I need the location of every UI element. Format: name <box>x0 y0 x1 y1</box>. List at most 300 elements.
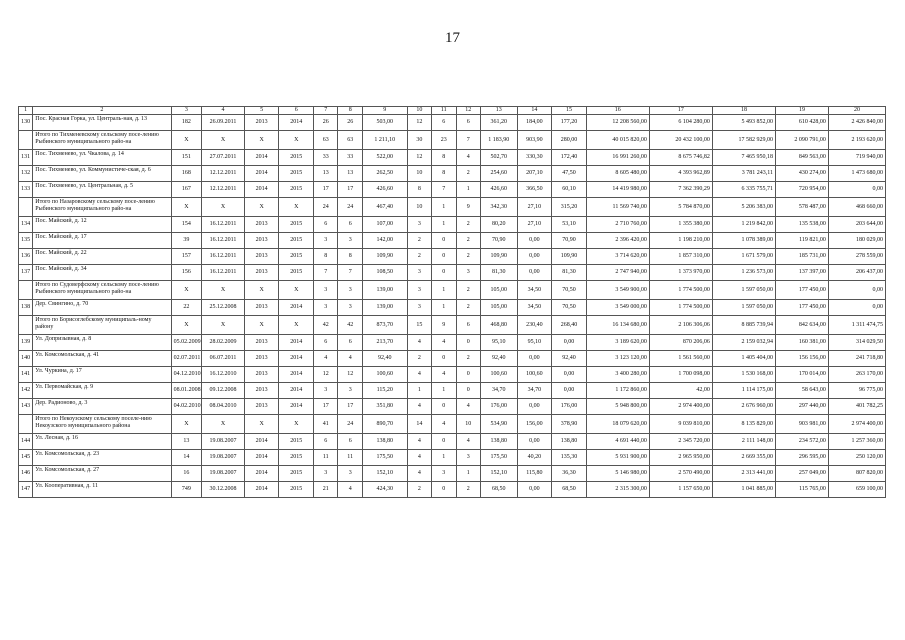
row-number-cell: 133 <box>19 182 33 198</box>
row-number-cell: 146 <box>19 466 33 482</box>
value-cell: 19.08.2007 <box>202 466 245 482</box>
value-cell: 2 426 840,00 <box>828 115 885 131</box>
table-row <box>19 182 886 198</box>
row-number-cell: 142 <box>19 383 33 399</box>
value-cell: 241 718,80 <box>828 351 885 367</box>
value-cell: 719 940,00 <box>828 150 885 166</box>
value-cell: 16.12.2011 <box>202 249 245 265</box>
column-number-cell: 3 <box>171 107 202 115</box>
value-cell: 109,90 <box>552 249 587 265</box>
value-cell: 14 419 980,00 <box>586 182 649 198</box>
value-cell: 33 <box>314 150 338 166</box>
value-cell: 1 041 885,00 <box>712 482 775 498</box>
value-cell: 115 765,00 <box>775 482 828 498</box>
value-cell: 3 714 620,00 <box>586 249 649 265</box>
value-cell: 578 487,00 <box>775 198 828 217</box>
column-number-cell: 7 <box>314 107 338 115</box>
value-cell: 24 <box>338 198 362 217</box>
value-cell: 426,60 <box>362 182 407 198</box>
value-cell: 430 274,00 <box>775 166 828 182</box>
value-cell: 70,50 <box>552 300 587 316</box>
value-cell: 6 <box>314 217 338 233</box>
value-cell: 6 104 280,00 <box>649 115 712 131</box>
value-cell: 33 <box>338 150 362 166</box>
column-number-cell: 14 <box>517 107 552 115</box>
value-cell: 2 710 760,00 <box>586 217 649 233</box>
value-cell: 4 <box>407 450 431 466</box>
value-cell: 16.12.2011 <box>202 265 245 281</box>
value-cell: 0,00 <box>517 482 552 498</box>
value-cell: 0 <box>432 434 456 450</box>
value-cell: 203 644,00 <box>828 217 885 233</box>
value-cell: 53,10 <box>552 217 587 233</box>
value-cell: 1 561 560,00 <box>649 351 712 367</box>
value-cell: 7 <box>314 265 338 281</box>
value-cell: 468 660,00 <box>828 198 885 217</box>
value-cell: 12 <box>338 367 362 383</box>
value-cell: 42 <box>338 316 362 335</box>
value-cell: 2 111 148,00 <box>712 434 775 450</box>
value-cell: 2013 <box>244 335 279 351</box>
value-cell: 4 <box>432 335 456 351</box>
value-cell: 100,60 <box>517 367 552 383</box>
value-cell: 280,00 <box>552 131 587 150</box>
value-cell: 175,50 <box>480 450 517 466</box>
value-cell: 115,80 <box>517 466 552 482</box>
value-cell: 3 <box>456 265 480 281</box>
value-cell: 2014 <box>244 434 279 450</box>
value-cell: 137 397,00 <box>775 265 828 281</box>
value-cell: 0,00 <box>828 300 885 316</box>
value-cell: 2 <box>456 351 480 367</box>
value-cell: 2 345 720,00 <box>649 434 712 450</box>
value-cell: 1 211,10 <box>362 131 407 150</box>
value-cell: 5 493 852,00 <box>712 115 775 131</box>
value-cell: 2015 <box>279 450 314 466</box>
value-cell: 3 <box>338 233 362 249</box>
table-row <box>19 383 886 399</box>
row-number-cell <box>19 131 33 150</box>
address-cell: Ул. Допризывная, д. 8 <box>33 335 171 351</box>
value-cell: 0,00 <box>517 249 552 265</box>
value-cell: 0 <box>432 265 456 281</box>
row-number-cell <box>19 415 33 434</box>
value-cell: 70,90 <box>480 233 517 249</box>
value-cell: 16 134 680,00 <box>586 316 649 335</box>
value-cell: 2 106 306,06 <box>649 316 712 335</box>
value-cell: 4 <box>407 434 431 450</box>
address-cell: Пос. Майский, д. 12 <box>33 217 171 233</box>
table-row <box>19 367 886 383</box>
value-cell: 3 <box>407 217 431 233</box>
value-cell: 2 676 960,00 <box>712 399 775 415</box>
value-cell: 1 257 360,00 <box>828 434 885 450</box>
address-cell: Ул. Первомайская, д. 9 <box>33 383 171 399</box>
value-cell: X <box>244 415 279 434</box>
value-cell: 2 669 355,00 <box>712 450 775 466</box>
value-cell: 3 400 280,00 <box>586 367 649 383</box>
address-cell: Ул. Комсомольская, д. 41 <box>33 351 171 367</box>
value-cell: 2 <box>456 166 480 182</box>
value-cell: 108,50 <box>362 265 407 281</box>
subtotal-row <box>19 198 886 217</box>
value-cell: 02.07.2011 <box>171 351 202 367</box>
value-cell: 0,00 <box>552 335 587 351</box>
value-cell: 24 <box>314 198 338 217</box>
value-cell: 100,60 <box>480 367 517 383</box>
value-cell: 185 731,00 <box>775 249 828 265</box>
value-cell: 1 671 579,00 <box>712 249 775 265</box>
row-number-cell <box>19 198 33 217</box>
subtotal-row <box>19 131 886 150</box>
value-cell: 152,10 <box>362 466 407 482</box>
value-cell: 2013 <box>244 367 279 383</box>
value-cell: 19.08.2007 <box>202 450 245 466</box>
value-cell: 330,30 <box>517 150 552 166</box>
value-cell: 0 <box>456 335 480 351</box>
value-cell: X <box>202 316 245 335</box>
value-cell: 2015 <box>279 249 314 265</box>
value-cell: 5 206 383,00 <box>712 198 775 217</box>
value-cell: 12 208 560,00 <box>586 115 649 131</box>
value-cell: 2 <box>456 233 480 249</box>
value-cell: 156,00 <box>517 415 552 434</box>
value-cell: 2013 <box>244 217 279 233</box>
value-cell: 8 <box>338 249 362 265</box>
value-cell: 81,30 <box>552 265 587 281</box>
value-cell: 659 100,00 <box>828 482 885 498</box>
value-cell: 1 700 098,00 <box>649 367 712 383</box>
value-cell: 2015 <box>279 182 314 198</box>
value-cell: 1 172 860,00 <box>586 383 649 399</box>
value-cell: 7 362 390,29 <box>649 182 712 198</box>
value-cell: 105,00 <box>480 281 517 300</box>
value-cell: 2014 <box>244 150 279 166</box>
value-cell: 26 <box>338 115 362 131</box>
row-number-cell: 144 <box>19 434 33 450</box>
value-cell: 156 156,00 <box>775 351 828 367</box>
value-cell: 177 450,00 <box>775 281 828 300</box>
value-cell: 314 029,50 <box>828 335 885 351</box>
value-cell: 262,50 <box>362 166 407 182</box>
value-cell: 2 <box>456 217 480 233</box>
value-cell: 13 <box>171 434 202 450</box>
value-cell: 2 <box>407 233 431 249</box>
value-cell: 11 <box>314 450 338 466</box>
value-cell: 2013 <box>244 115 279 131</box>
value-cell: 8 <box>432 166 456 182</box>
value-cell: 873,70 <box>362 316 407 335</box>
value-cell: 0 <box>432 351 456 367</box>
value-cell: 4 393 962,89 <box>649 166 712 182</box>
value-cell: 92,40 <box>552 351 587 367</box>
value-cell: 4 <box>407 466 431 482</box>
value-cell: 342,30 <box>480 198 517 217</box>
row-number-cell: 131 <box>19 150 33 166</box>
row-number-cell: 134 <box>19 217 33 233</box>
value-cell: 109,90 <box>480 249 517 265</box>
value-cell: 3 <box>314 300 338 316</box>
value-cell: 250 120,00 <box>828 450 885 466</box>
value-cell: 8 <box>432 150 456 166</box>
value-cell: 142,00 <box>362 233 407 249</box>
value-cell: 40,20 <box>517 450 552 466</box>
value-cell: 70,50 <box>552 281 587 300</box>
address-cell: Пос. Майский, д. 22 <box>33 249 171 265</box>
value-cell: X <box>202 415 245 434</box>
value-cell: 1 <box>432 450 456 466</box>
value-cell: 4 <box>456 399 480 415</box>
value-cell: 3 549 000,00 <box>586 300 649 316</box>
value-cell: 109,90 <box>362 249 407 265</box>
row-number-cell: 136 <box>19 249 33 265</box>
value-cell: 3 <box>407 300 431 316</box>
address-cell: Итого по Назаровскому сельскому посе-лению Рыбинского муниципального райо-на <box>33 198 171 217</box>
value-cell: 2014 <box>244 182 279 198</box>
address-cell: Итого по Судоверфскому сельскому посе-лению Рыбинского муниципального райо-на <box>33 281 171 300</box>
value-cell: 119 821,00 <box>775 233 828 249</box>
value-cell: 81,30 <box>480 265 517 281</box>
value-cell: 14 <box>171 450 202 466</box>
value-cell: X <box>244 281 279 300</box>
housing-table <box>18 106 886 498</box>
address-cell: Ул. Лесная, д. 16 <box>33 434 171 450</box>
value-cell: 3 <box>432 466 456 482</box>
value-cell: 16 991 260,00 <box>586 150 649 166</box>
subtotal-row <box>19 281 886 300</box>
value-cell: 95,10 <box>517 335 552 351</box>
value-cell: 2 <box>456 281 480 300</box>
value-cell: 41 <box>314 415 338 434</box>
value-cell: 70,90 <box>552 233 587 249</box>
address-cell: Пос. Тихменево, ул. Чкалова, д. 14 <box>33 150 171 166</box>
value-cell: 2014 <box>244 166 279 182</box>
value-cell: 6 335 755,71 <box>712 182 775 198</box>
value-cell: X <box>279 198 314 217</box>
value-cell: 182 <box>171 115 202 131</box>
value-cell: 4 <box>338 351 362 367</box>
value-cell: 2013 <box>244 249 279 265</box>
value-cell: 230,40 <box>517 316 552 335</box>
value-cell: 36,30 <box>552 466 587 482</box>
value-cell: 2 <box>456 482 480 498</box>
value-cell: 0,00 <box>552 383 587 399</box>
value-cell: 42 <box>314 316 338 335</box>
column-number-cell: 6 <box>279 107 314 115</box>
row-number-cell <box>19 316 33 335</box>
value-cell: 176,00 <box>480 399 517 415</box>
table-row <box>19 482 886 498</box>
value-cell: 8 <box>314 249 338 265</box>
value-cell: 2 965 950,00 <box>649 450 712 466</box>
value-cell: 297 440,00 <box>775 399 828 415</box>
value-cell: 2014 <box>279 115 314 131</box>
value-cell: 138,80 <box>362 434 407 450</box>
value-cell: 5 931 900,00 <box>586 450 649 466</box>
value-cell: 720 954,00 <box>775 182 828 198</box>
value-cell: 0,00 <box>517 399 552 415</box>
value-cell: 8 605 480,00 <box>586 166 649 182</box>
value-cell: 2 570 490,00 <box>649 466 712 482</box>
value-cell: 2013 <box>244 383 279 399</box>
value-cell: 7 <box>338 265 362 281</box>
value-cell: 467,40 <box>362 198 407 217</box>
value-cell: X <box>202 281 245 300</box>
value-cell: 378,90 <box>552 415 587 434</box>
value-cell: 9 <box>432 316 456 335</box>
value-cell: 39 <box>171 233 202 249</box>
page-number: 17 <box>445 30 460 46</box>
value-cell: 2 <box>407 482 431 498</box>
table-row <box>19 300 886 316</box>
column-number-cell: 2 <box>33 107 171 115</box>
column-number-row <box>19 107 886 115</box>
row-number-cell: 143 <box>19 399 33 415</box>
value-cell: 14 <box>407 415 431 434</box>
value-cell: 2014 <box>279 335 314 351</box>
value-cell: 24 <box>338 415 362 434</box>
value-cell: 1 <box>407 383 431 399</box>
column-number-cell: 20 <box>828 107 885 115</box>
value-cell: 254,60 <box>480 166 517 182</box>
value-cell: 08.01.2008 <box>171 383 202 399</box>
value-cell: 3 123 120,00 <box>586 351 649 367</box>
value-cell: 1 <box>432 281 456 300</box>
value-cell: 180 029,00 <box>828 233 885 249</box>
value-cell: X <box>279 415 314 434</box>
value-cell: 160 381,00 <box>775 335 828 351</box>
value-cell: 8 <box>407 182 431 198</box>
value-cell: 2014 <box>279 351 314 367</box>
value-cell: 278 559,00 <box>828 249 885 265</box>
value-cell: 16.12.2010 <box>202 367 245 383</box>
value-cell: 1 078 389,00 <box>712 233 775 249</box>
value-cell: 100,60 <box>362 367 407 383</box>
value-cell: 13 <box>338 166 362 182</box>
value-cell: 1 236 573,00 <box>712 265 775 281</box>
value-cell: 2 <box>456 249 480 265</box>
table-row <box>19 249 886 265</box>
value-cell: 3 <box>338 281 362 300</box>
value-cell: 6 <box>456 316 480 335</box>
value-cell: 263 170,00 <box>828 367 885 383</box>
value-cell: 3 <box>407 281 431 300</box>
value-cell: 20 432 100,00 <box>649 131 712 150</box>
table-row <box>19 335 886 351</box>
value-cell: 2015 <box>279 233 314 249</box>
value-cell: 34,50 <box>517 300 552 316</box>
value-cell: 534,90 <box>480 415 517 434</box>
value-cell: 156 <box>171 265 202 281</box>
value-cell: 23 <box>432 131 456 150</box>
value-cell: 154 <box>171 217 202 233</box>
value-cell: 105,00 <box>480 300 517 316</box>
value-cell: 12.12.2011 <box>202 182 245 198</box>
address-cell: Итого по Тихменевскому сельскому посе-лению Рыбинского муниципального райо-на <box>33 131 171 150</box>
value-cell: 28.02.2009 <box>202 335 245 351</box>
value-cell: 1 <box>456 182 480 198</box>
value-cell: 401 782,25 <box>828 399 885 415</box>
value-cell: 207,10 <box>517 166 552 182</box>
value-cell: 2014 <box>279 399 314 415</box>
value-cell: 4 <box>432 367 456 383</box>
value-cell: 27.07.2011 <box>202 150 245 166</box>
table-row <box>19 115 886 131</box>
value-cell: 3 <box>338 300 362 316</box>
value-cell: 1 857 310,00 <box>649 249 712 265</box>
value-cell: 2015 <box>279 150 314 166</box>
value-cell: 95,10 <box>480 335 517 351</box>
value-cell: 3 <box>314 383 338 399</box>
value-cell: 12.12.2011 <box>202 166 245 182</box>
address-cell: Итого по Некоузскому сельскому поселе-нию Некоузского муниципального района <box>33 415 171 434</box>
value-cell: 175,50 <box>362 450 407 466</box>
value-cell: 1 <box>432 198 456 217</box>
value-cell: 12 <box>407 150 431 166</box>
value-cell: 18 079 620,00 <box>586 415 649 434</box>
value-cell: 0,00 <box>517 233 552 249</box>
value-cell: 0 <box>432 233 456 249</box>
value-cell: 1 373 970,00 <box>649 265 712 281</box>
value-cell: X <box>279 316 314 335</box>
value-cell: 1 774 500,00 <box>649 300 712 316</box>
row-number-cell: 138 <box>19 300 33 316</box>
value-cell: 0,00 <box>517 265 552 281</box>
value-cell: 268,40 <box>552 316 587 335</box>
value-cell: 16.12.2011 <box>202 217 245 233</box>
value-cell: 107,00 <box>362 217 407 233</box>
value-cell: 213,70 <box>362 335 407 351</box>
value-cell: 2013 <box>244 351 279 367</box>
value-cell: 2 <box>407 249 431 265</box>
row-number-cell: 140 <box>19 351 33 367</box>
value-cell: X <box>279 131 314 150</box>
value-cell: 152,10 <box>480 466 517 482</box>
column-number-cell: 15 <box>552 107 587 115</box>
value-cell: 8 885 739,94 <box>712 316 775 335</box>
value-cell: 0 <box>432 482 456 498</box>
value-cell: 12 <box>407 115 431 131</box>
value-cell: 5 784 870,00 <box>649 198 712 217</box>
value-cell: 115,20 <box>362 383 407 399</box>
value-cell: 21 <box>314 482 338 498</box>
value-cell: X <box>202 131 245 150</box>
row-number-cell: 130 <box>19 115 33 131</box>
value-cell: 177 450,00 <box>775 300 828 316</box>
value-cell: 4 <box>407 367 431 383</box>
value-cell: 05.02.2009 <box>171 335 202 351</box>
column-number-cell: 9 <box>362 107 407 115</box>
column-number-cell: 4 <box>202 107 245 115</box>
value-cell: 26.09.2011 <box>202 115 245 131</box>
value-cell: 2013 <box>244 233 279 249</box>
value-cell: 503,00 <box>362 115 407 131</box>
value-cell: 366,50 <box>517 182 552 198</box>
value-cell: 903 981,00 <box>775 415 828 434</box>
value-cell: 1 198 210,00 <box>649 233 712 249</box>
value-cell: 2014 <box>279 300 314 316</box>
value-cell: 60,10 <box>552 182 587 198</box>
value-cell: 2 747 940,00 <box>586 265 649 281</box>
value-cell: 2014 <box>244 482 279 498</box>
value-cell: 296 595,00 <box>775 450 828 466</box>
value-cell: 63 <box>338 131 362 150</box>
address-cell: Пос. Тихменево, ул. Коммунистиче-ская, д. 6 <box>33 166 171 182</box>
column-number-cell: 13 <box>480 107 517 115</box>
value-cell: 6 <box>338 217 362 233</box>
value-cell: 34,70 <box>480 383 517 399</box>
value-cell: 7 <box>432 182 456 198</box>
